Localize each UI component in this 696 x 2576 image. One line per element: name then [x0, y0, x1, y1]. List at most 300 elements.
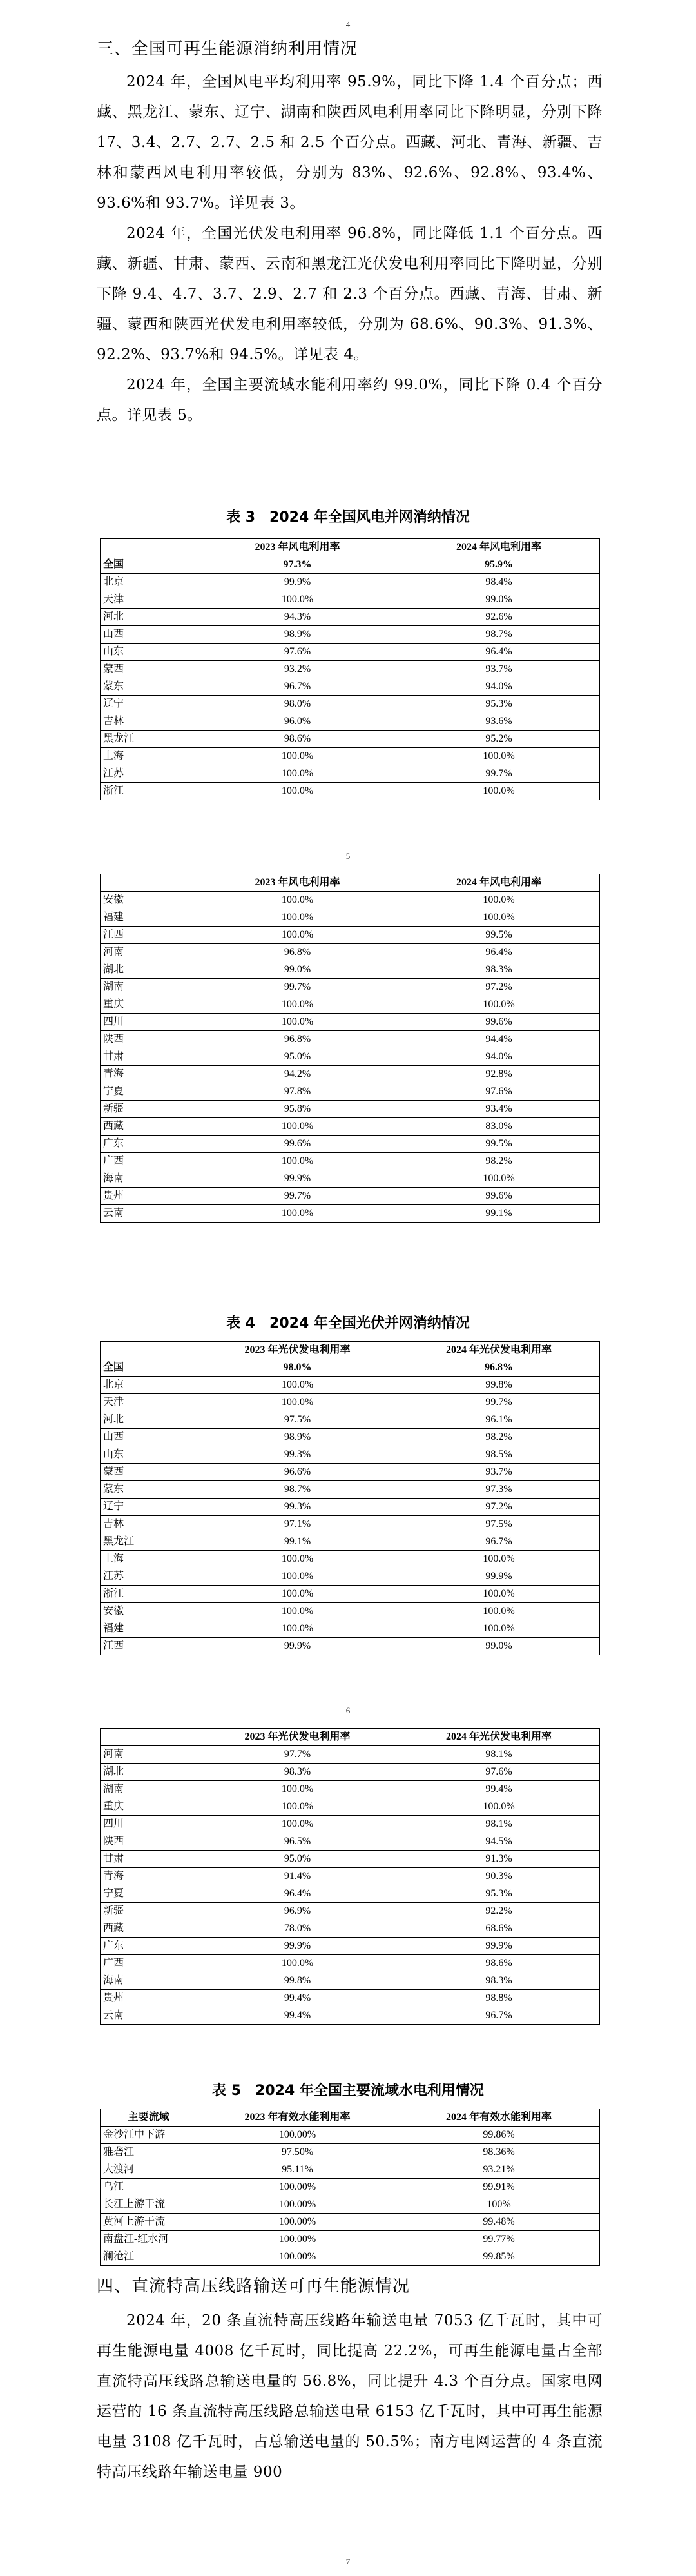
table-header-row	[101, 2109, 600, 2127]
table-row	[101, 609, 600, 626]
row-label-cell: 雅砻江	[101, 2144, 197, 2161]
value-cell: 97.2%	[398, 1499, 600, 1516]
row-label-cell: 湖南	[101, 1781, 197, 1798]
value-cell: 96.8%	[197, 1031, 398, 1048]
table-row	[101, 944, 600, 961]
value-cell: 96.6%	[197, 1464, 398, 1481]
value-cell: 98.5%	[398, 1446, 600, 1464]
row-label-cell: 贵州	[101, 1188, 197, 1205]
value-cell: 99.0%	[197, 961, 398, 979]
header-cell: 2024 年光伏发电利用率	[398, 1342, 600, 1359]
value-cell: 98.9%	[197, 1429, 398, 1446]
row-label-cell: 蒙东	[101, 1481, 197, 1499]
value-cell: 100.0%	[197, 927, 398, 944]
value-cell: 100.00%	[197, 2248, 398, 2266]
value-cell: 100.0%	[398, 909, 600, 927]
value-cell: 99.6%	[197, 1136, 398, 1153]
row-label-cell: 河北	[101, 1411, 197, 1429]
row-label-cell: 甘肃	[101, 1048, 197, 1066]
value-cell: 100.0%	[197, 1620, 398, 1638]
row-label-cell: 金沙江中下游	[101, 2127, 197, 2144]
value-cell: 100.0%	[197, 1955, 398, 1972]
table-row	[101, 1188, 600, 1205]
table-row	[101, 1446, 600, 1464]
value-cell: 99.77%	[398, 2231, 600, 2248]
row-label-cell: 蒙西	[101, 1464, 197, 1481]
row-label-cell: 天津	[101, 591, 197, 609]
value-cell: 100.0%	[398, 1603, 600, 1620]
value-cell: 99.8%	[197, 1972, 398, 1990]
row-label-cell: 重庆	[101, 996, 197, 1014]
header-cell	[101, 874, 197, 892]
value-cell: 99.0%	[398, 1638, 600, 1655]
table-row	[101, 1551, 600, 1568]
value-cell: 100.00%	[197, 2214, 398, 2231]
table-row	[101, 1118, 600, 1136]
table-row	[101, 1764, 600, 1781]
value-cell: 97.5%	[197, 1411, 398, 1429]
value-cell: 100.0%	[197, 1394, 398, 1411]
row-label-cell: 新疆	[101, 1101, 197, 1118]
value-cell: 100.0%	[197, 1118, 398, 1136]
value-cell: 99.4%	[197, 2007, 398, 2025]
value-cell: 97.6%	[197, 644, 398, 661]
row-label-cell: 乌江	[101, 2179, 197, 2196]
row-label-cell: 安徽	[101, 1603, 197, 1620]
value-cell: 93.7%	[398, 1464, 600, 1481]
paragraph-hydro: 2024 年，全国主要流域水能利用率约 99.0%，同比下降 0.4 个百分点。详见表 5。	[97, 377, 603, 424]
row-label-cell: 广东	[101, 1938, 197, 1955]
table-row	[101, 927, 600, 944]
table-row	[101, 909, 600, 927]
table-row	[101, 1781, 600, 1798]
value-cell: 99.9%	[398, 1568, 600, 1586]
table-row	[101, 1153, 600, 1170]
table-4-part-2	[100, 1728, 600, 2025]
row-label-cell: 广西	[101, 1955, 197, 1972]
table-row	[101, 996, 600, 1014]
value-cell: 98.3%	[398, 961, 600, 979]
table-4-caption: 表 4 2024 年全国光伏并网消纳情况	[226, 1315, 470, 1332]
value-cell: 98.7%	[197, 1481, 398, 1499]
header-cell: 2024 年风电利用率	[398, 874, 600, 892]
row-label-cell: 福建	[101, 1620, 197, 1638]
table-row	[101, 961, 600, 979]
row-label-cell: 大渡河	[101, 2161, 197, 2179]
row-label-cell: 广西	[101, 1153, 197, 1170]
table-row	[101, 1868, 600, 1885]
row-label-cell: 宁夏	[101, 1083, 197, 1101]
value-cell: 98.9%	[197, 626, 398, 644]
value-cell: 100.0%	[398, 1170, 600, 1188]
table-3-part-2	[100, 874, 600, 1223]
row-label-cell: 辽宁	[101, 1499, 197, 1516]
value-cell: 97.6%	[398, 1764, 600, 1781]
value-cell: 96.1%	[398, 1411, 600, 1429]
table-row	[101, 1938, 600, 1955]
row-label-cell: 上海	[101, 748, 197, 765]
value-cell: 96.5%	[197, 1833, 398, 1851]
value-cell: 100.0%	[197, 892, 398, 909]
value-cell: 100.0%	[197, 909, 398, 927]
table-row	[101, 2161, 600, 2179]
row-label-cell: 黑龙江	[101, 1533, 197, 1551]
row-label-cell: 西藏	[101, 1118, 197, 1136]
value-cell: 100.00%	[197, 2179, 398, 2196]
value-cell: 98.7%	[398, 626, 600, 644]
table-row	[101, 1205, 600, 1223]
row-label-cell: 山西	[101, 1429, 197, 1446]
table-row	[101, 1746, 600, 1764]
value-cell: 96.8%	[197, 944, 398, 961]
value-cell: 96.7%	[398, 1533, 600, 1551]
row-label-cell: 蒙西	[101, 661, 197, 678]
value-cell: 99.86%	[398, 2127, 600, 2144]
row-label-cell: 云南	[101, 1205, 197, 1223]
value-cell: 97.3%	[398, 1481, 600, 1499]
value-cell: 100.00%	[197, 2127, 398, 2144]
row-label-cell: 四川	[101, 1816, 197, 1833]
table-5	[100, 2109, 600, 2266]
value-cell: 96.4%	[398, 644, 600, 661]
row-label-cell: 海南	[101, 1972, 197, 1990]
value-cell: 99.91%	[398, 2179, 600, 2196]
value-cell: 95.11%	[197, 2161, 398, 2179]
value-cell: 98.8%	[398, 1990, 600, 2007]
page-number: 7	[345, 2557, 351, 2566]
table-row	[101, 1083, 600, 1101]
value-cell: 98.36%	[398, 2144, 600, 2161]
table-row	[101, 2179, 600, 2196]
value-cell: 94.5%	[398, 1833, 600, 1851]
row-label-cell: 重庆	[101, 1798, 197, 1816]
value-cell: 95.0%	[197, 1048, 398, 1066]
header-cell: 2024 年光伏发电利用率	[398, 1729, 600, 1746]
table-row	[101, 748, 600, 765]
section-title: 三、全国可再生能源消纳利用情况	[97, 39, 358, 59]
value-cell: 94.2%	[197, 1066, 398, 1083]
value-cell: 100.0%	[197, 748, 398, 765]
table-row	[101, 1411, 600, 1429]
paragraph-uhv: 2024 年，20 条直流特高压线路年输送电量 7053 亿千瓦时，其中可再生能源电量 4008 亿千瓦时，同比提高 22.2%，可再生能源电量占全部直流特高压线路总输送电量的 56.8%，同比提升 4.3 个百分点。国家电网运营的 16 条直流特高压线路总输送电量 6153 亿千瓦时，其中可再生能源电量 3108 亿千瓦时，占总输送电量的 50.5%；南方电网运营的 4 条直流特高压线路年输送电量 900	[97, 2312, 603, 2481]
value-cell: 100.0%	[197, 1551, 398, 1568]
value-cell: 99.9%	[197, 1638, 398, 1655]
value-cell: 96.8%	[398, 1359, 600, 1377]
row-label-cell: 新疆	[101, 1903, 197, 1920]
row-label-cell: 北京	[101, 1377, 197, 1394]
table-row	[101, 1031, 600, 1048]
value-cell: 100.00%	[197, 2231, 398, 2248]
value-cell: 99.7%	[398, 765, 600, 783]
row-label-cell: 蒙东	[101, 678, 197, 696]
row-label-cell: 江西	[101, 927, 197, 944]
row-label-cell: 吉林	[101, 713, 197, 731]
row-label-cell: 吉林	[101, 1516, 197, 1533]
value-cell: 100.0%	[197, 1205, 398, 1223]
table-row	[101, 1603, 600, 1620]
table-row	[101, 644, 600, 661]
value-cell: 95.9%	[398, 556, 600, 574]
value-cell: 99.6%	[398, 1014, 600, 1031]
value-cell: 99.1%	[398, 1205, 600, 1223]
table-row	[101, 2231, 600, 2248]
value-cell: 93.2%	[197, 661, 398, 678]
value-cell: 100.0%	[197, 1603, 398, 1620]
value-cell: 92.2%	[398, 1903, 600, 1920]
row-label-cell: 南盘江-红水河	[101, 2231, 197, 2248]
page-number: 4	[345, 19, 351, 29]
row-label-cell: 辽宁	[101, 696, 197, 713]
row-label-cell: 西藏	[101, 1920, 197, 1938]
table-row	[101, 1638, 600, 1655]
value-cell: 97.50%	[197, 2144, 398, 2161]
table-row	[101, 661, 600, 678]
row-label-cell: 宁夏	[101, 1885, 197, 1903]
value-cell: 94.4%	[398, 1031, 600, 1048]
table-row	[101, 574, 600, 591]
table-row	[101, 678, 600, 696]
value-cell: 100.0%	[398, 1551, 600, 1568]
table-row	[101, 2144, 600, 2161]
value-cell: 94.0%	[398, 1048, 600, 1066]
value-cell: 98.0%	[197, 1359, 398, 1377]
table-row	[101, 1101, 600, 1118]
table-row	[101, 1066, 600, 1083]
value-cell: 100.0%	[197, 1568, 398, 1586]
value-cell: 92.6%	[398, 609, 600, 626]
table-row	[101, 1586, 600, 1603]
row-label-cell: 云南	[101, 2007, 197, 2025]
value-cell: 99.9%	[197, 1938, 398, 1955]
section-4	[97, 2273, 603, 2488]
table-row	[101, 1972, 600, 1990]
row-label-cell: 山东	[101, 644, 197, 661]
value-cell: 100.0%	[398, 1798, 600, 1816]
value-cell: 100.0%	[197, 783, 398, 800]
table-row	[101, 2248, 600, 2266]
value-cell: 93.7%	[398, 661, 600, 678]
table-row	[101, 1377, 600, 1394]
value-cell: 98.4%	[398, 574, 600, 591]
row-label-cell: 江西	[101, 1638, 197, 1655]
row-label-cell: 北京	[101, 574, 197, 591]
table-row	[101, 1955, 600, 1972]
table-row	[101, 1903, 600, 1920]
value-cell: 95.8%	[197, 1101, 398, 1118]
header-cell: 主要流域	[101, 2109, 197, 2127]
table-header-row	[101, 1729, 600, 1746]
value-cell: 99.7%	[398, 1394, 600, 1411]
header-cell: 2024 年有效水能利用率	[398, 2109, 600, 2127]
row-label-cell: 湖北	[101, 961, 197, 979]
value-cell: 97.8%	[197, 1083, 398, 1101]
value-cell: 99.4%	[197, 1990, 398, 2007]
value-cell: 91.4%	[197, 1868, 398, 1885]
table-row	[101, 783, 600, 800]
row-label-cell: 江苏	[101, 1568, 197, 1586]
value-cell: 95.0%	[197, 1851, 398, 1868]
table-row	[101, 765, 600, 783]
value-cell: 99.3%	[197, 1446, 398, 1464]
header-cell: 2023 年光伏发电利用率	[197, 1342, 398, 1359]
value-cell: 100.0%	[197, 1798, 398, 1816]
value-cell: 99.85%	[398, 2248, 600, 2266]
value-cell: 98.1%	[398, 1746, 600, 1764]
value-cell: 94.0%	[398, 678, 600, 696]
value-cell: 96.7%	[197, 678, 398, 696]
value-cell: 96.0%	[197, 713, 398, 731]
table-row	[101, 1920, 600, 1938]
table-4-part-1	[100, 1341, 600, 1655]
table-row	[101, 1620, 600, 1638]
value-cell: 91.3%	[398, 1851, 600, 1868]
row-label-cell: 青海	[101, 1868, 197, 1885]
table-row	[101, 1990, 600, 2007]
value-cell: 97.3%	[197, 556, 398, 574]
table-row	[101, 892, 600, 909]
value-cell: 99.9%	[398, 1938, 600, 1955]
table-row	[101, 1885, 600, 1903]
header-cell: 2023 年有效水能利用率	[197, 2109, 398, 2127]
row-label-cell: 山东	[101, 1446, 197, 1464]
row-label-cell: 贵州	[101, 1990, 197, 2007]
value-cell: 99.5%	[398, 1136, 600, 1153]
value-cell: 95.2%	[398, 731, 600, 748]
value-cell: 99.9%	[197, 574, 398, 591]
value-cell: 98.6%	[398, 1955, 600, 1972]
value-cell: 95.3%	[398, 1885, 600, 1903]
value-cell: 98.3%	[197, 1764, 398, 1781]
value-cell: 100.0%	[398, 748, 600, 765]
row-label-cell: 河北	[101, 609, 197, 626]
value-cell: 97.2%	[398, 979, 600, 996]
value-cell: 100.0%	[398, 1586, 600, 1603]
table-header-row	[101, 874, 600, 892]
value-cell: 100.0%	[197, 996, 398, 1014]
value-cell: 93.4%	[398, 1101, 600, 1118]
value-cell: 97.7%	[197, 1746, 398, 1764]
table-row	[101, 2196, 600, 2214]
row-label-cell: 黄河上游干流	[101, 2214, 197, 2231]
value-cell: 98.0%	[197, 696, 398, 713]
table-row	[101, 1170, 600, 1188]
value-cell: 100.0%	[398, 892, 600, 909]
value-cell: 98.3%	[398, 1972, 600, 1990]
table-row	[101, 731, 600, 748]
table-row	[101, 1048, 600, 1066]
table-row	[101, 2007, 600, 2025]
value-cell: 99.6%	[398, 1188, 600, 1205]
value-cell: 100.0%	[398, 783, 600, 800]
value-cell: 92.8%	[398, 1066, 600, 1083]
section-3	[97, 35, 603, 431]
row-label-cell: 长江上游干流	[101, 2196, 197, 2214]
value-cell: 100.0%	[197, 1781, 398, 1798]
table-row	[101, 556, 600, 574]
row-label-cell: 湖南	[101, 979, 197, 996]
value-cell: 100.0%	[197, 1153, 398, 1170]
header-cell: 2024 年风电利用率	[398, 539, 600, 556]
table-row	[101, 591, 600, 609]
table-row	[101, 626, 600, 644]
value-cell: 99.3%	[197, 1499, 398, 1516]
row-label-cell: 黑龙江	[101, 731, 197, 748]
value-cell: 99.48%	[398, 2214, 600, 2231]
value-cell: 95.3%	[398, 696, 600, 713]
table-row	[101, 1499, 600, 1516]
value-cell: 93.6%	[398, 713, 600, 731]
table-header-row	[101, 1342, 600, 1359]
value-cell: 99.7%	[197, 979, 398, 996]
table-row	[101, 1816, 600, 1833]
value-cell: 97.6%	[398, 1083, 600, 1101]
value-cell: 100.0%	[197, 591, 398, 609]
page-number: 6	[345, 1706, 351, 1715]
row-label-cell: 江苏	[101, 765, 197, 783]
row-label-cell: 浙江	[101, 783, 197, 800]
value-cell: 94.3%	[197, 609, 398, 626]
value-cell: 100.00%	[197, 2196, 398, 2214]
value-cell: 96.9%	[197, 1903, 398, 1920]
row-label-cell: 澜沧江	[101, 2248, 197, 2266]
row-label-cell: 陕西	[101, 1031, 197, 1048]
table-row	[101, 2127, 600, 2144]
value-cell: 99.7%	[197, 1188, 398, 1205]
table-row	[101, 1014, 600, 1031]
value-cell: 98.6%	[197, 731, 398, 748]
value-cell: 96.7%	[398, 2007, 600, 2025]
value-cell: 98.1%	[398, 1816, 600, 1833]
value-cell: 78.0%	[197, 1920, 398, 1938]
table-row	[101, 713, 600, 731]
value-cell: 93.21%	[398, 2161, 600, 2179]
paragraph-wind: 2024 年，全国风电平均利用率 95.9%，同比下降 1.4 个百分点；西藏、黑龙江、蒙东、辽宁、湖南和陕西风电利用率同比下降明显，分别下降 17、3.4、2.7、2.7、2.5 和 2.5 个百分点。西藏、河北、青海、新疆、吉林和蒙西风电利用率较低，分别为 83%、92.6%、92.8%、93.4%、93.6%和 93.7%。详见表 3。	[97, 74, 603, 211]
row-label-cell: 广东	[101, 1136, 197, 1153]
header-cell	[101, 1342, 197, 1359]
row-label-cell: 四川	[101, 1014, 197, 1031]
row-label-cell: 陕西	[101, 1833, 197, 1851]
value-cell: 96.4%	[398, 944, 600, 961]
row-label-cell: 福建	[101, 909, 197, 927]
row-label-cell: 上海	[101, 1551, 197, 1568]
table-row	[101, 696, 600, 713]
row-label-cell: 甘肃	[101, 1851, 197, 1868]
table-row	[101, 1851, 600, 1868]
row-label-cell: 河南	[101, 1746, 197, 1764]
value-cell: 90.3%	[398, 1868, 600, 1885]
table-3-caption: 表 3 2024 年全国风电并网消纳情况	[226, 509, 470, 526]
row-label-cell: 湖北	[101, 1764, 197, 1781]
header-cell: 2023 年风电利用率	[197, 539, 398, 556]
table-row	[101, 1516, 600, 1533]
row-label-cell: 安徽	[101, 892, 197, 909]
row-label-cell: 全国	[101, 1359, 197, 1377]
value-cell: 96.4%	[197, 1885, 398, 1903]
section-title: 四、直流特高压线路输送可再生能源情况	[97, 2277, 411, 2296]
row-label-cell: 海南	[101, 1170, 197, 1188]
row-label-cell: 全国	[101, 556, 197, 574]
value-cell: 99.8%	[398, 1377, 600, 1394]
header-cell: 2023 年风电利用率	[197, 874, 398, 892]
row-label-cell: 青海	[101, 1066, 197, 1083]
value-cell: 99.1%	[197, 1533, 398, 1551]
table-row	[101, 1429, 600, 1446]
page-number: 5	[345, 851, 351, 861]
table-row	[101, 1359, 600, 1377]
row-label-cell: 浙江	[101, 1586, 197, 1603]
row-label-cell: 天津	[101, 1394, 197, 1411]
table-row	[101, 1798, 600, 1816]
